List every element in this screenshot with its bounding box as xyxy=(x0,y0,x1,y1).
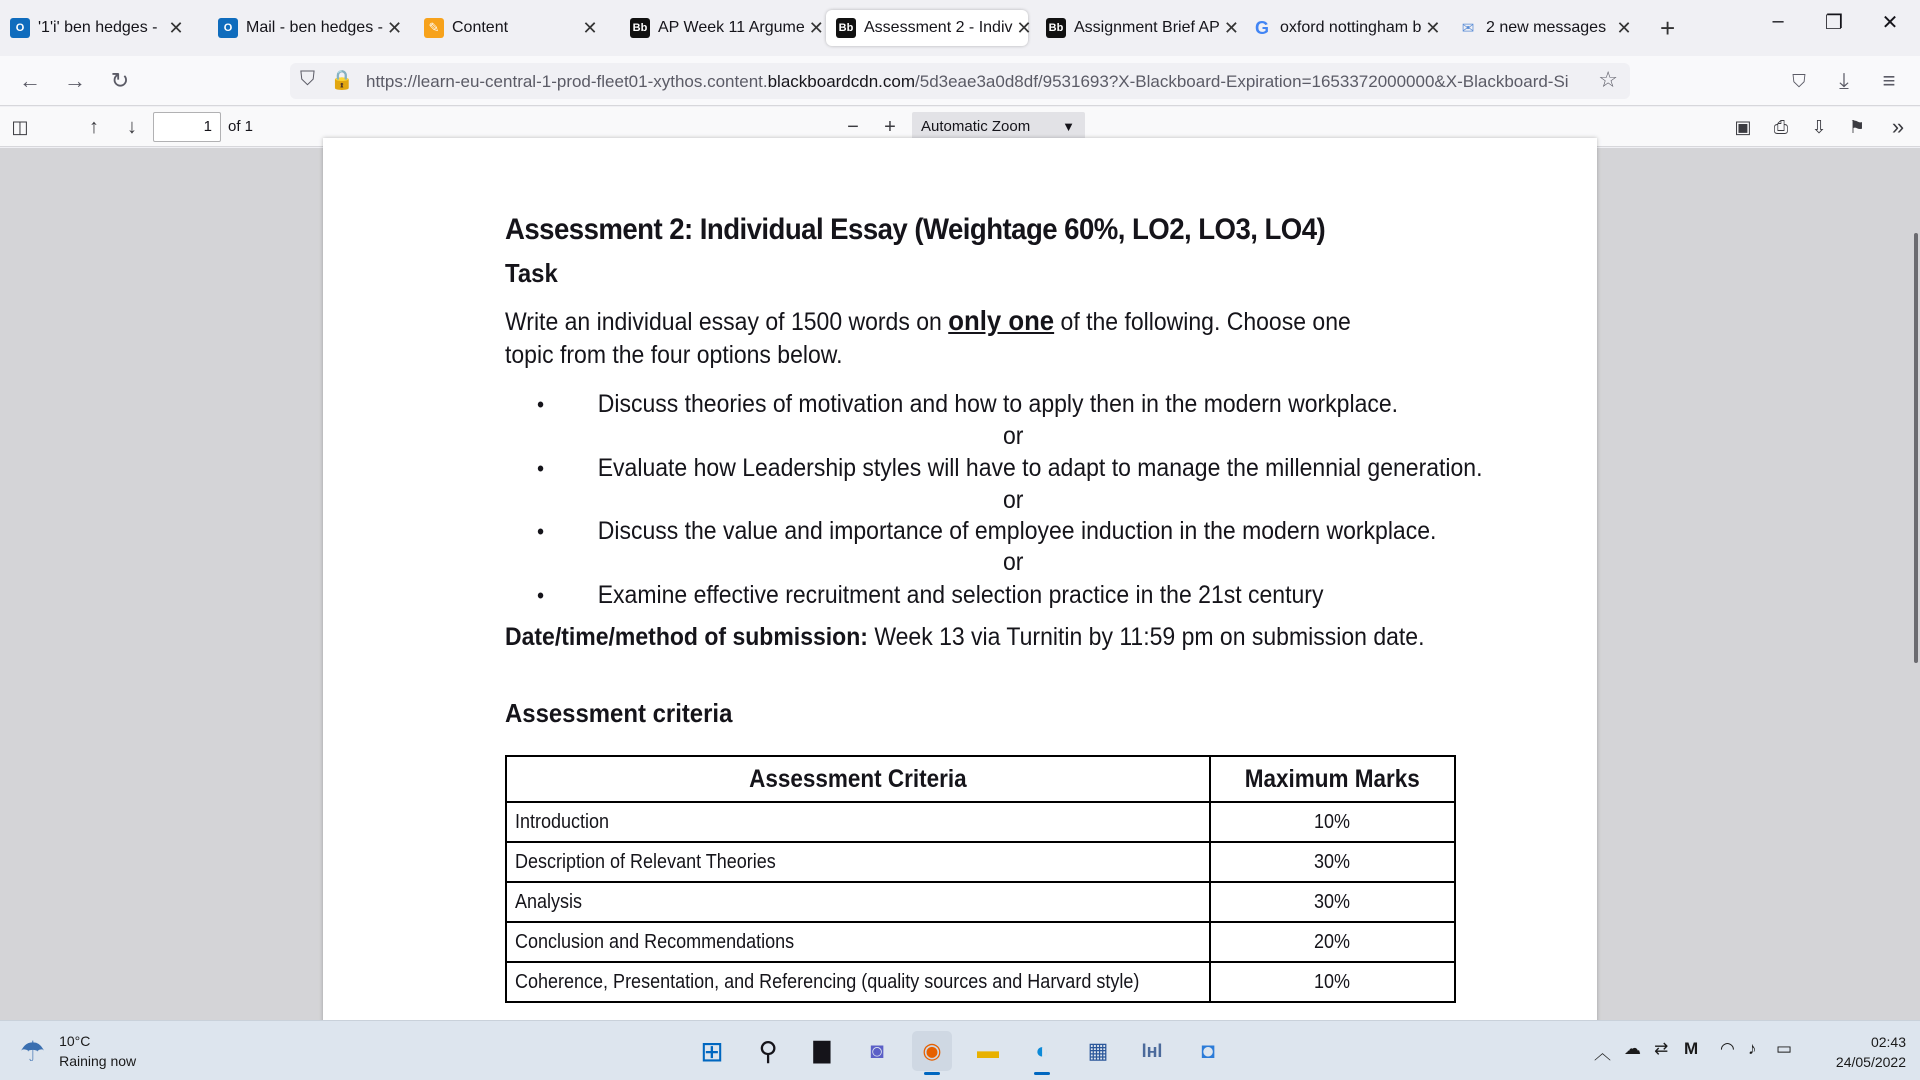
umbrella-icon: ☂ xyxy=(20,1035,46,1067)
tab-messages[interactable] xyxy=(1448,10,1644,46)
or-separator: or xyxy=(1003,486,1024,514)
file-explorer-icon[interactable]: ▬ xyxy=(977,1038,999,1063)
criterion-cell: Introduction xyxy=(506,802,1210,842)
presentation-mode-icon[interactable]: ▣ xyxy=(1734,116,1752,137)
column-header: Maximum Marks xyxy=(1210,756,1455,802)
tab-outlook-1[interactable] xyxy=(0,10,196,46)
windows-taskbar xyxy=(0,1020,1920,1080)
app-tray-icon[interactable]: M xyxy=(1684,1039,1699,1058)
tab-title: 2 new messages xyxy=(1486,19,1607,36)
previous-page-icon[interactable]: ↑ xyxy=(89,115,99,138)
tab-title: Content xyxy=(452,19,509,36)
table-row xyxy=(506,922,1455,962)
criteria-table xyxy=(505,755,1456,1003)
pocket-icon[interactable]: ⛉ xyxy=(1792,70,1806,91)
table-header-row xyxy=(506,756,1455,802)
menu-icon[interactable]: ≡ xyxy=(1882,68,1896,93)
zoom-in-icon[interactable]: + xyxy=(884,115,896,138)
battery-icon[interactable]: ▭ xyxy=(1776,1039,1793,1058)
topic-item: • Discuss theories of motivation and how to apply then in the modern workplace. xyxy=(537,390,1399,418)
edge-icon[interactable]: ◐ xyxy=(1022,1031,1062,1071)
close-icon[interactable]: ✕ xyxy=(808,17,824,38)
vertical-scrollbar[interactable] xyxy=(1908,148,1920,1020)
emphasis-text: only one xyxy=(948,305,1055,336)
chevron-up-icon[interactable]: ︿ xyxy=(1594,1044,1611,1063)
close-icon[interactable]: ✕ xyxy=(386,17,403,38)
system-clock[interactable] xyxy=(1806,1032,1906,1072)
tab-title: AP Week 11 Argume xyxy=(658,19,805,36)
next-page-icon[interactable]: ↓ xyxy=(127,115,137,138)
blackboard-icon: Bb xyxy=(630,18,650,38)
close-window-icon[interactable]: ✕ xyxy=(1881,12,1899,34)
clock-date: 24/05/2022 xyxy=(1835,1054,1906,1070)
clock-time: 02:43 xyxy=(1870,1034,1906,1050)
search-icon[interactable]: ⚲ xyxy=(758,1035,778,1066)
pdf-page xyxy=(323,138,1597,1038)
page-number-input[interactable]: 1 xyxy=(153,112,221,142)
task-heading: Task xyxy=(505,258,558,288)
topic-item: • Discuss the value and importance of employee induction in the modern workplace. xyxy=(537,517,1437,545)
tab-outlook-2[interactable] xyxy=(208,10,404,46)
download-icon[interactable]: ⤓ xyxy=(1839,68,1849,93)
pdf-viewer[interactable] xyxy=(0,148,1920,1020)
bookmark-star-icon[interactable]: ☆ xyxy=(1598,67,1618,92)
tab-assignment-brief[interactable] xyxy=(1036,10,1239,46)
restore-icon[interactable]: ❐ xyxy=(1825,12,1843,34)
outlook-icon: O xyxy=(218,18,238,38)
minimize-icon[interactable]: – xyxy=(1772,10,1784,32)
chevron-down-icon: ▼ xyxy=(1062,119,1075,134)
sync-icon[interactable]: ⇄ xyxy=(1654,1039,1669,1058)
tab-title: oxford nottingham b xyxy=(1280,19,1422,36)
topic-item: • Evaluate how Leadership styles will have to adapt to manage the millennial generation. xyxy=(537,454,1483,482)
close-icon[interactable]: ✕ xyxy=(1016,17,1032,38)
table-row xyxy=(506,842,1455,882)
marks-cell: 10% xyxy=(1210,802,1455,842)
marks-cell: 20% xyxy=(1210,922,1455,962)
url-text[interactable]: https://learn-eu-central-1-prod-fleet01-xythos.content.blackboardcdn.com/5d3eae3a0d8df/9531693?X-Blackboard-Expiration=1653372000000&X-Blackboard-Si xyxy=(366,72,1569,91)
table-row xyxy=(506,962,1455,1002)
weather-temperature: 10°C xyxy=(59,1033,91,1049)
tab-ap-week-11[interactable] xyxy=(620,10,824,46)
chat-app-icon[interactable]: ◘ xyxy=(1201,1038,1215,1063)
start-icon[interactable]: ⊞ xyxy=(700,1035,724,1067)
tab-content[interactable] xyxy=(414,10,610,46)
sidebar-toggle-icon[interactable]: ◫ xyxy=(11,116,29,137)
zoom-label: Automatic Zoom xyxy=(921,118,1031,135)
table-row xyxy=(506,802,1455,842)
weather-widget[interactable] xyxy=(20,1031,136,1071)
google-icon: G xyxy=(1254,17,1269,38)
scrollbar-thumb[interactable] xyxy=(1914,233,1918,663)
or-separator: or xyxy=(1003,548,1024,576)
tab-title: '1'i' ben hedges - xyxy=(38,19,158,36)
content-icon: ✎ xyxy=(424,18,444,38)
tab-title: Mail - ben hedges - xyxy=(246,19,383,36)
tools-menu-icon[interactable]: » xyxy=(1891,114,1905,139)
outlook-icon: O xyxy=(10,18,30,38)
new-tab-button[interactable]: + xyxy=(1660,13,1676,43)
navigation-bar xyxy=(0,56,1920,106)
task-view-icon[interactable]: ▇ xyxy=(813,1038,831,1063)
close-icon[interactable]: ✕ xyxy=(1616,17,1632,38)
firefox-icon[interactable]: ◉ xyxy=(912,1031,952,1071)
print-icon[interactable]: ⎙ xyxy=(1773,116,1789,137)
zoom-out-icon[interactable]: − xyxy=(847,115,859,138)
tab-google-search[interactable] xyxy=(1242,10,1441,46)
marks-cell: 30% xyxy=(1210,842,1455,882)
tracking-protection-icon[interactable]: ⛉ xyxy=(300,68,315,90)
wifi-icon[interactable]: ◠ xyxy=(1720,1039,1735,1058)
column-header: Assessment Criteria xyxy=(506,756,1210,802)
criteria-heading: Assessment criteria xyxy=(505,698,733,728)
blackboard-icon: Bb xyxy=(836,18,856,38)
tab-title: Assessment 2 - Indiv xyxy=(864,19,1013,36)
bookmark-icon[interactable]: ⚑ xyxy=(1848,116,1866,137)
address-bar[interactable] xyxy=(290,63,1630,99)
back-icon[interactable]: ← xyxy=(19,68,41,93)
teams-chat-icon[interactable]: ◙ xyxy=(870,1038,884,1063)
app-icon[interactable]: lнl xyxy=(1141,1040,1163,1061)
store-icon[interactable]: ▦ xyxy=(1087,1038,1109,1063)
criterion-cell: Coherence, Presentation, and Referencing (quality sources and Harvard style) xyxy=(506,962,1210,1002)
onedrive-icon[interactable]: ☁ xyxy=(1624,1039,1641,1058)
criterion-cell: Description of Relevant Theories xyxy=(506,842,1210,882)
criterion-cell: Analysis xyxy=(506,882,1210,922)
task-description: Write an individual essay of 1500 words on only one of the following. Choose one topic from the four options below. xyxy=(505,305,1351,369)
criterion-cell: Conclusion and Recommendations xyxy=(506,922,1210,962)
blackboard-icon: Bb xyxy=(1046,18,1066,38)
table-row xyxy=(506,882,1455,922)
marks-cell: 30% xyxy=(1210,882,1455,922)
tab-strip xyxy=(0,0,1920,56)
topic-item: • Examine effective recruitment and selection practice in the 21st century xyxy=(537,581,1324,609)
submission-info: Date/time/method of submission: Week 13 via Turnitin by 11:59 pm on submission date. xyxy=(505,623,1425,651)
close-icon[interactable]: ✕ xyxy=(1223,17,1239,38)
lock-icon[interactable]: 🔒 xyxy=(330,70,354,91)
document-title: Assessment 2: Individual Essay (Weightage 60%, LO2, LO3, LO4) xyxy=(505,213,1326,246)
marks-cell: 10% xyxy=(1210,962,1455,1002)
forward-icon[interactable]: → xyxy=(64,68,86,93)
close-icon[interactable]: ✕ xyxy=(582,17,598,38)
weather-description: Raining now xyxy=(59,1053,137,1069)
or-separator: or xyxy=(1003,422,1024,450)
tab-assessment-2[interactable] xyxy=(826,10,1032,46)
tab-title: Assignment Brief AP xyxy=(1074,19,1220,36)
close-icon[interactable]: ✕ xyxy=(1425,17,1441,38)
messages-icon: ✉ xyxy=(1461,20,1475,37)
reload-icon[interactable]: ↻ xyxy=(110,68,130,93)
page-count: of 1 xyxy=(228,118,254,135)
volume-icon[interactable]: ♪ xyxy=(1748,1039,1757,1058)
save-icon[interactable]: ⇩ xyxy=(1811,116,1827,137)
close-icon[interactable]: ✕ xyxy=(168,17,184,38)
